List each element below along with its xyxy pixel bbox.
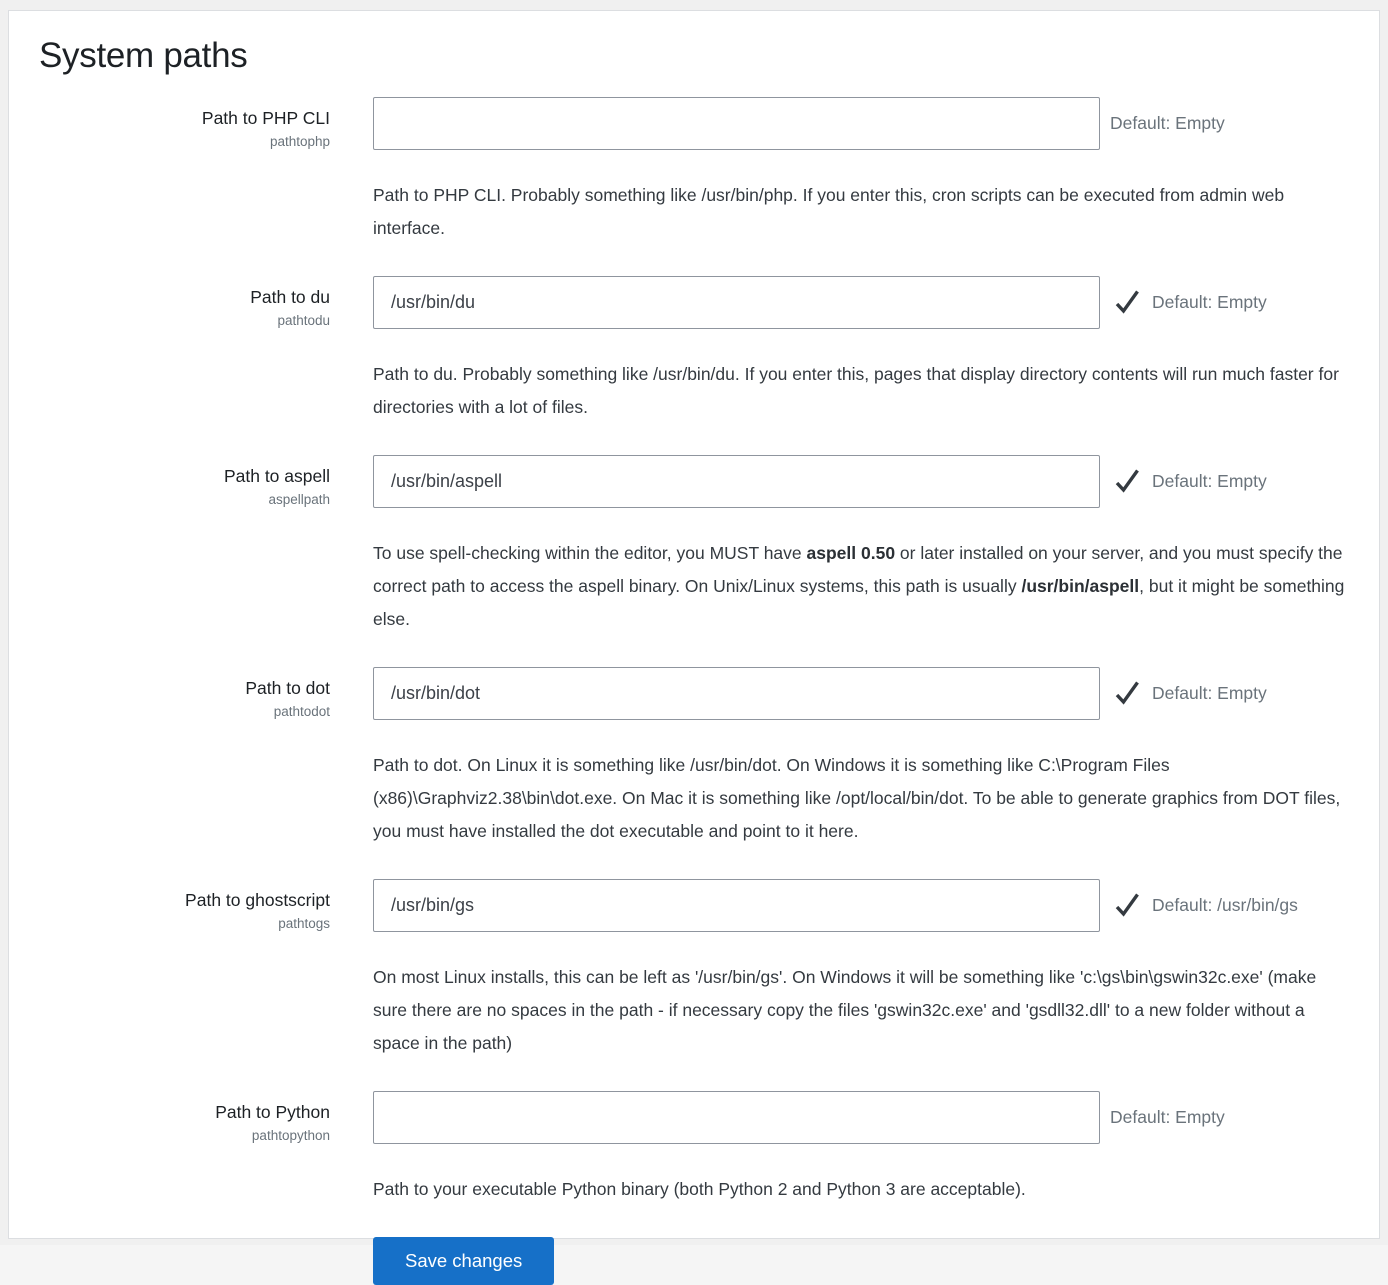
setting-input[interactable] [373,455,1100,508]
check-icon [1113,467,1142,496]
setting-input[interactable] [373,1091,1100,1144]
setting-row [33,879,1351,1060]
setting-input[interactable] [373,667,1100,720]
setting-shortname: pathtopython [251,1127,330,1143]
setting-input-row [373,276,1351,329]
setting-input-row [373,1091,1351,1144]
page-title: System paths [39,36,248,75]
setting-input[interactable] [373,97,1100,150]
settings-list [33,97,1351,1206]
setting-shortname: aspellpath [268,491,330,507]
setting-shortname: pathtophp [269,133,330,149]
setting-label: Path to ghostscript [185,890,330,910]
setting-label: Path to du [250,287,330,307]
setting-description: Path to dot. On Linux it is something like /usr/bin/dot. On Windows it is something like C:\Program Files (x86)\Graphviz2.38\bin\dot.exe. On Mac it is something like /opt/local/bin/dot. To be able to generate graphics from DOT files, you must have installed the dot executable and point to it here. [373,755,1341,841]
setting-row [33,667,1351,848]
setting-control-column [373,667,1351,848]
setting-control-column [373,455,1351,636]
default-value-label: Default: Empty [1152,292,1267,312]
setting-row [33,276,1351,424]
setting-label-column [33,276,330,424]
default-value-label: Default: /usr/bin/gs [1152,895,1298,915]
setting-input[interactable] [373,276,1100,329]
default-value-label: Default: Empty [1110,113,1225,133]
setting-input-row [373,879,1351,932]
setting-input-row [373,97,1351,150]
setting-row [33,97,1351,245]
check-icon [1113,288,1142,317]
setting-label-column [33,455,330,636]
setting-label-column [33,667,330,848]
setting-input[interactable] [373,879,1100,932]
setting-control-column [373,879,1351,1060]
setting-input-row [373,667,1351,720]
save-changes-button[interactable]: Save changes [373,1237,554,1285]
default-value-label: Default: Empty [1152,683,1267,703]
default-value-label: Default: Empty [1152,471,1267,491]
setting-shortname: pathtogs [278,915,330,931]
setting-description: Path to your executable Python binary (both Python 2 and Python 3 are acceptable). [373,1179,1026,1199]
setting-description: Path to du. Probably something like /usr/bin/du. If you enter this, pages that display directory contents will run much faster for directories with a lot of files. [373,364,1339,417]
setting-control-column [373,276,1351,424]
setting-input-row [373,455,1351,508]
setting-description: To use spell-checking within the editor, you MUST have aspell 0.50 or later installed on your server, and you must specify the correct path to access the aspell binary. On Unix/Linux systems, this path is usually /usr/bin/aspell, but it might be something else. [373,543,1345,629]
default-value-label: Default: Empty [1110,1107,1225,1127]
system-paths-card [8,10,1380,1271]
setting-description: On most Linux installs, this can be left as '/usr/bin/gs'. On Windows it will be something like 'c:\gs\bin\gswin32c.exe' (make sure there are no spaces in the path - if necessary copy the files 'gswin32c.exe' and 'gsdll32.dll' to a new folder without a space in the path) [373,967,1317,1053]
setting-shortname: pathtodot [273,703,330,719]
setting-label-column [33,97,330,245]
setting-label: Path to PHP CLI [201,108,330,128]
setting-control-column [373,1091,1351,1206]
setting-description: Path to PHP CLI. Probably something like /usr/bin/php. If you enter this, cron scripts can be executed from admin web interface. [373,185,1285,238]
check-icon [1113,891,1142,920]
setting-row [33,1091,1351,1206]
setting-shortname: pathtodu [277,312,330,328]
setting-label: Path to dot [245,678,330,698]
setting-control-column [373,97,1351,245]
check-icon [1113,679,1142,708]
setting-label: Path to aspell [223,466,330,486]
setting-label-column [33,879,330,1060]
form-actions [33,1237,1351,1285]
setting-row [33,455,1351,636]
setting-label-column [33,1091,330,1206]
setting-label: Path to Python [215,1102,330,1122]
